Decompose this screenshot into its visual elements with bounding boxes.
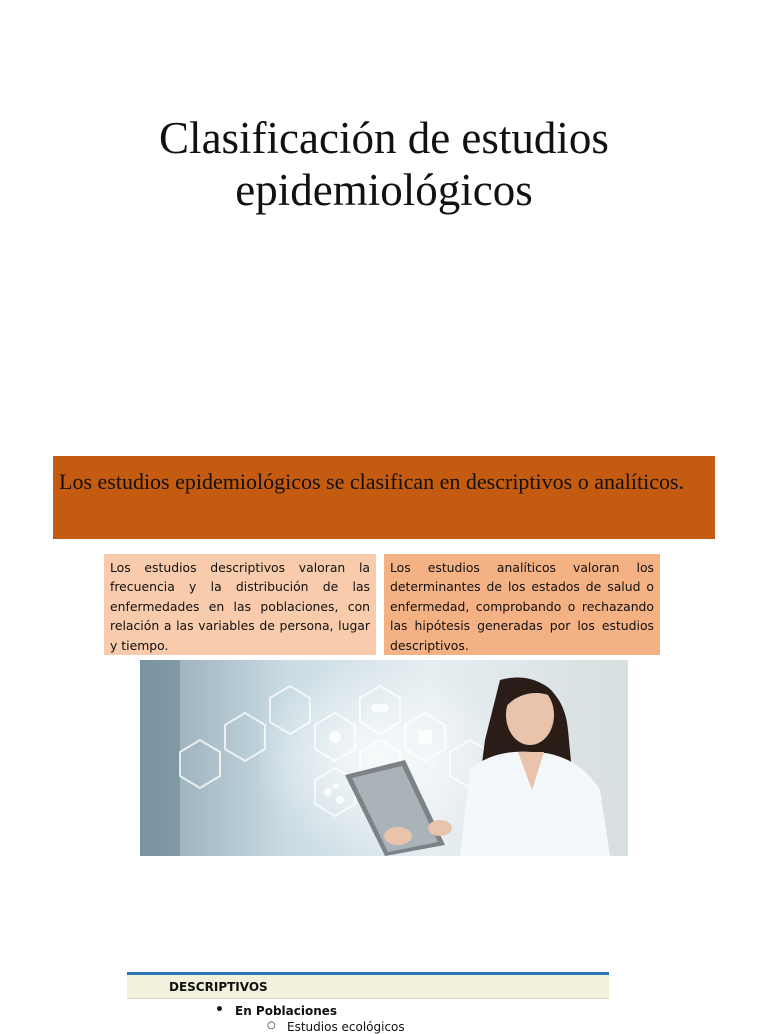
- classification-table: [127, 972, 609, 1032]
- slide-title: [0, 112, 768, 216]
- descriptive-studies-box: Los estudios descriptivos valoran la frecuencia y la distribución de las enfermedades en las poblaciones, con relación a las variables de persona, lugar y tiempo.: [104, 554, 376, 655]
- bullet-icon: •: [215, 1002, 224, 1018]
- analytic-studies-box: Los estudios analíticos valoran los determinantes de los estados de salud o enfermedad, comprobando o rechazando las hipótesis generadas por los estudios descriptivos.: [384, 554, 660, 655]
- doctor-tablet-illustration: [140, 660, 628, 856]
- table-subitem-label: Estudios ecológicos: [287, 1020, 405, 1034]
- circle-bullet-icon: ○: [267, 1020, 276, 1031]
- summary-band: [53, 456, 715, 539]
- table-header: DESCRIPTIVOS: [127, 975, 609, 999]
- table-row: [127, 999, 609, 1018]
- table-item-label: En Poblaciones: [235, 1004, 338, 1018]
- title-line-1: Clasificación de estudios: [159, 113, 609, 163]
- medical-photo: [140, 660, 628, 856]
- title-line-2: epidemiológicos: [235, 165, 533, 215]
- summary-text: Los estudios epidemiológicos se clasifican en descriptivos o analíticos.: [59, 469, 685, 494]
- table-subrow: [127, 1018, 609, 1034]
